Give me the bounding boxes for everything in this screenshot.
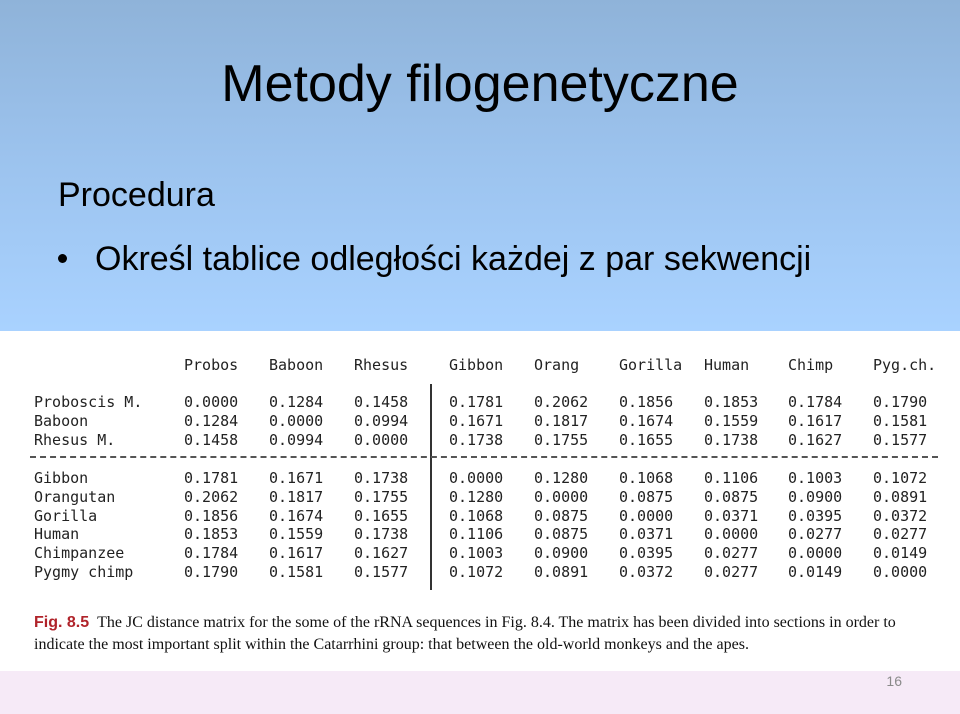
matrix-cell: 0.0149 xyxy=(788,563,843,581)
matrix-cell: 0.1280 xyxy=(534,469,589,487)
matrix-cell: 0.1817 xyxy=(269,488,324,506)
matrix-cell: 0.0277 xyxy=(704,544,759,562)
matrix-cell: 0.0395 xyxy=(788,507,843,525)
matrix-cell: 0.1674 xyxy=(619,412,674,430)
matrix-cell: 0.1853 xyxy=(704,393,759,411)
matrix-cell: 0.0372 xyxy=(619,563,674,581)
matrix-cell: 0.0277 xyxy=(704,563,759,581)
matrix-cell: 0.1068 xyxy=(619,469,674,487)
matrix-cell: 0.0000 xyxy=(619,507,674,525)
matrix-cell: 0.1755 xyxy=(534,431,589,449)
row-label: Gibbon xyxy=(34,469,89,487)
matrix-cell: 0.0277 xyxy=(788,525,843,543)
matrix-cell: 0.0891 xyxy=(873,488,928,506)
matrix-cell: 0.1617 xyxy=(269,544,324,562)
column-header: Chimp xyxy=(788,356,834,374)
column-header: Baboon xyxy=(269,356,324,374)
matrix-cell: 0.1856 xyxy=(184,507,239,525)
figure-caption xyxy=(34,612,944,656)
column-header: Probos xyxy=(184,356,239,374)
row-label: Human xyxy=(34,525,80,543)
caption-text: The JC distance matrix for the some of the rRNA sequences in Fig. 8.4. The matrix has been divided into sections in order to indicate the most important split within the Catarrhini group: that between the old-world monkeys and the apes. xyxy=(34,614,896,653)
matrix-cell: 0.1781 xyxy=(449,393,504,411)
matrix-cell: 0.1738 xyxy=(704,431,759,449)
matrix-cell: 0.0000 xyxy=(704,525,759,543)
matrix-cell: 0.1738 xyxy=(354,469,409,487)
matrix-cell: 0.1559 xyxy=(269,525,324,543)
matrix-cell: 0.1738 xyxy=(449,431,504,449)
matrix-cell: 0.2062 xyxy=(184,488,239,506)
matrix-cell: 0.1106 xyxy=(449,525,504,543)
column-header: Human xyxy=(704,356,750,374)
matrix-cell: 0.1072 xyxy=(873,469,928,487)
row-label: Rhesus M. xyxy=(34,431,116,449)
matrix-cell: 0.1627 xyxy=(788,431,843,449)
matrix-cell: 0.1577 xyxy=(873,431,928,449)
matrix-cell: 0.0000 xyxy=(788,544,843,562)
matrix-cell: 0.0900 xyxy=(788,488,843,506)
matrix-cell: 0.1784 xyxy=(184,544,239,562)
page-number: 16 xyxy=(886,673,902,689)
matrix-cell: 0.1458 xyxy=(354,393,409,411)
matrix-cell: 0.1627 xyxy=(354,544,409,562)
column-header: Gorilla xyxy=(619,356,683,374)
column-header: Orang xyxy=(534,356,580,374)
row-label: Gorilla xyxy=(34,507,98,525)
matrix-cell: 0.1674 xyxy=(269,507,324,525)
matrix-cell: 0.0371 xyxy=(619,525,674,543)
matrix-cell: 0.1577 xyxy=(354,563,409,581)
matrix-cell: 0.1284 xyxy=(184,412,239,430)
row-label: Pygmy chimp xyxy=(34,563,134,581)
matrix-cell: 0.1781 xyxy=(184,469,239,487)
row-label: Chimpanzee xyxy=(34,544,125,562)
column-header: Rhesus xyxy=(354,356,409,374)
matrix-cell: 0.1671 xyxy=(449,412,504,430)
matrix-cell: 0.0371 xyxy=(704,507,759,525)
matrix-cell: 0.0000 xyxy=(184,393,239,411)
matrix-cell: 0.1581 xyxy=(269,563,324,581)
matrix-cell: 0.0395 xyxy=(619,544,674,562)
figure-label: Fig. 8.5 xyxy=(34,614,90,631)
matrix-cell: 0.0000 xyxy=(449,469,504,487)
matrix-cell: 0.1458 xyxy=(184,431,239,449)
matrix-cell: 0.1003 xyxy=(788,469,843,487)
matrix-cell: 0.0000 xyxy=(269,412,324,430)
section-heading: Procedura xyxy=(58,176,215,214)
matrix-cell: 0.0875 xyxy=(704,488,759,506)
matrix-cell: 0.0277 xyxy=(873,525,928,543)
matrix-cell: 0.1581 xyxy=(873,412,928,430)
matrix-cell: 0.0891 xyxy=(534,563,589,581)
matrix-cell: 0.1738 xyxy=(354,525,409,543)
matrix-cell: 0.1671 xyxy=(269,469,324,487)
matrix-cell: 0.0372 xyxy=(873,507,928,525)
matrix-cell: 0.1790 xyxy=(873,393,928,411)
matrix-cell: 0.0000 xyxy=(354,431,409,449)
matrix-cell: 0.1617 xyxy=(788,412,843,430)
matrix-cell: 0.0875 xyxy=(534,507,589,525)
matrix-cell: 0.1790 xyxy=(184,563,239,581)
column-header: Pyg.ch. xyxy=(873,356,937,374)
matrix-cell: 0.0000 xyxy=(873,563,928,581)
matrix-cell: 0.0149 xyxy=(873,544,928,562)
matrix-cell: 0.0000 xyxy=(534,488,589,506)
matrix-cell: 0.1755 xyxy=(354,488,409,506)
matrix-cell: 0.1072 xyxy=(449,563,504,581)
matrix-cell: 0.2062 xyxy=(534,393,589,411)
matrix-cell: 0.1655 xyxy=(354,507,409,525)
matrix-cell: 0.0900 xyxy=(534,544,589,562)
matrix-cell: 0.1784 xyxy=(788,393,843,411)
bullet-text: Określ tablice odległości każdej z par sekwencji xyxy=(95,240,812,278)
column-header: Gibbon xyxy=(449,356,504,374)
row-label: Baboon xyxy=(34,412,89,430)
matrix-cell: 0.0875 xyxy=(619,488,674,506)
row-label: Proboscis M. xyxy=(34,393,143,411)
matrix-cell: 0.1559 xyxy=(704,412,759,430)
matrix-horizontal-divider xyxy=(30,456,938,458)
matrix-cell: 0.1280 xyxy=(449,488,504,506)
matrix-cell: 0.1284 xyxy=(269,393,324,411)
matrix-cell: 0.1106 xyxy=(704,469,759,487)
matrix-cell: 0.0994 xyxy=(269,431,324,449)
matrix-vertical-divider xyxy=(430,384,432,590)
bullet-icon xyxy=(58,254,67,263)
matrix-cell: 0.0994 xyxy=(354,412,409,430)
matrix-cell: 0.0875 xyxy=(534,525,589,543)
matrix-cell: 0.1003 xyxy=(449,544,504,562)
footer-bar xyxy=(0,671,960,714)
matrix-cell: 0.1068 xyxy=(449,507,504,525)
slide-title: Metody filogenetyczne xyxy=(221,55,739,113)
matrix-cell: 0.1817 xyxy=(534,412,589,430)
matrix-cell: 0.1655 xyxy=(619,431,674,449)
matrix-cell: 0.1856 xyxy=(619,393,674,411)
matrix-cell: 0.1853 xyxy=(184,525,239,543)
row-label: Orangutan xyxy=(34,488,116,506)
